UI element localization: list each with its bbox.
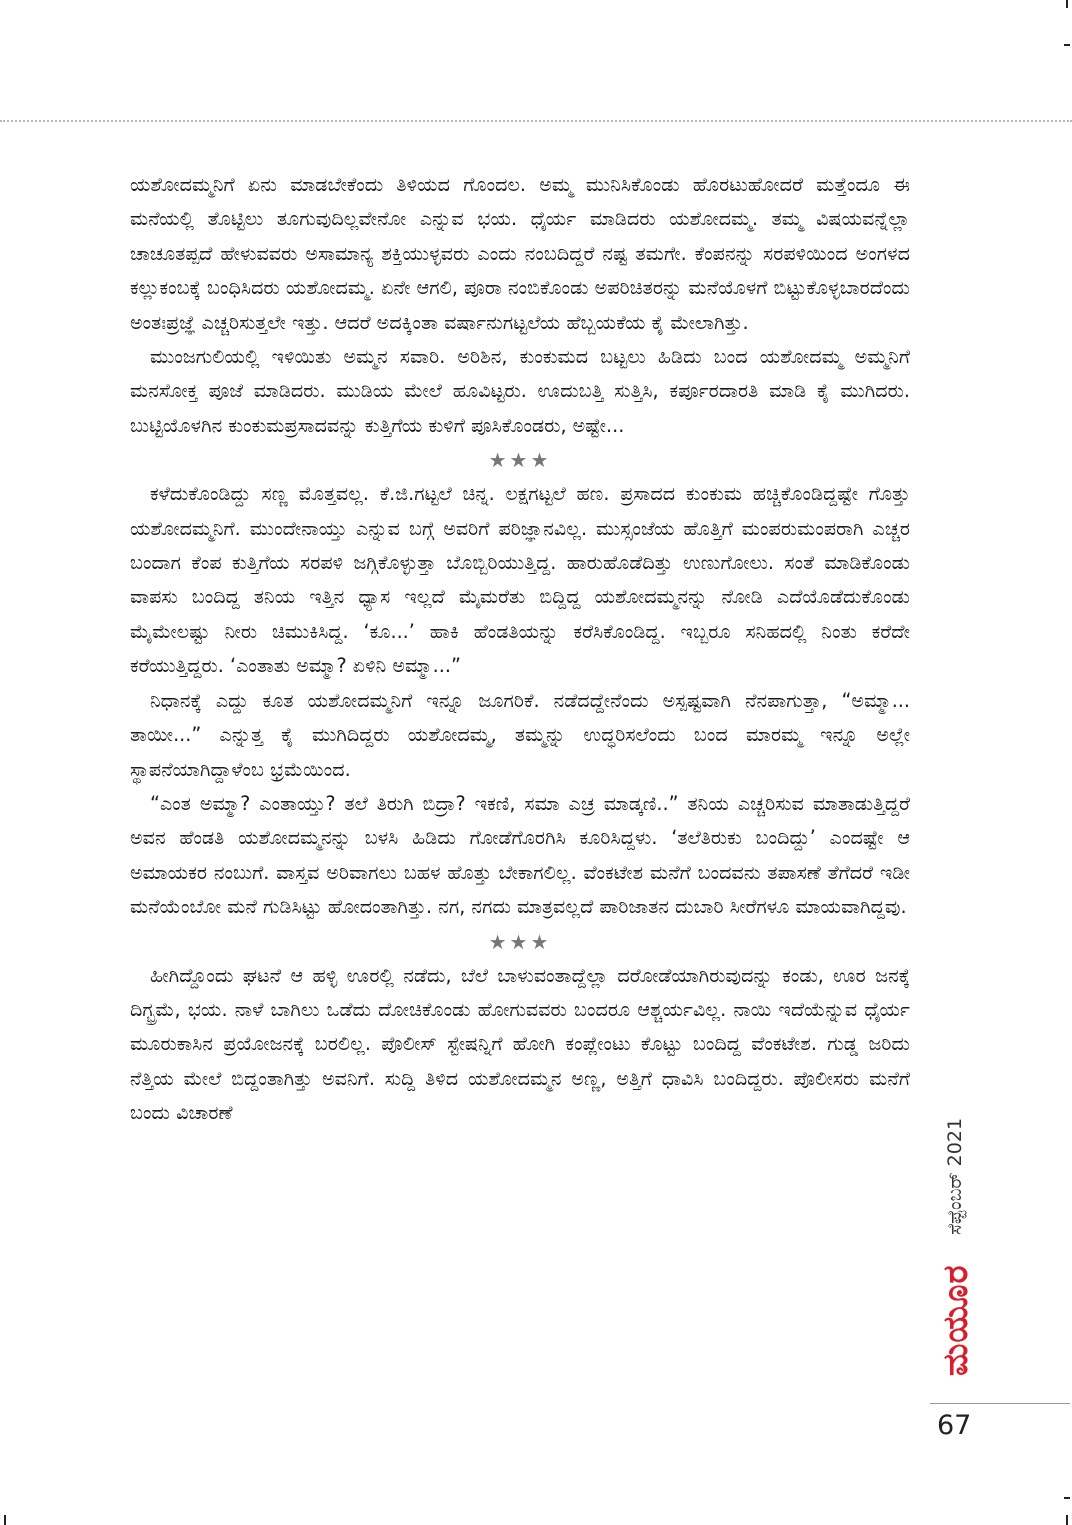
article-paragraph: ನಿಧಾನಕ್ಕೆ ಎದ್ದು ಕೂತ ಯಶೋದಮ್ಮನಿಗೆ ಇನ್ನೂ ಜೂಗರಿಕೆ. ನಡೆದದ್ದೇನೆಂದು ಅಸ್ಪಷ್ಟವಾಗಿ ನೆನಪಾಗುತ್ತಾ, “ಅಮ್ಮಾ... ತಾಯೀ...” ಎನ್ನುತ್ತ ಕೈ ಮುಗಿದಿದ್ದರು ಯಶೋದಮ್ಮ, ತಮ್ಮನ್ನು ಉದ್ಧರಿಸಲೆಂದು ಬಂದ ಮಾರಮ್ಮ ಇನ್ನೂ ಅಲ್ಲೇ ಸ್ಥಾಪನೆಯಾಗಿದ್ದಾಳೆಂಬ ಭ್ರಮೆಯಿಂದ. bbox=[130, 688, 910, 781]
page-number: 67 bbox=[937, 1410, 972, 1441]
crop-mark-right-upper bbox=[1064, 44, 1070, 46]
side-footer bbox=[936, 1085, 976, 1395]
crop-mark-bottom-right bbox=[1066, 1515, 1068, 1525]
article-paragraph: “ಎಂತ ಅಮ್ಮಾ? ಎಂತಾಯ್ತು? ತಲೆ ತಿರುಗಿ ಬಿದ್ರಾ? ಇಕಣಿ, ಸಮಾ ಎಚ್ರ ಮಾಡ್ಕಣಿ..” ತನಿಯ ಎಚ್ಚರಿಸುವ ಮಾತಾಡುತ್ತಿದ್ದರೆ ಅವನ ಹೆಂಡತಿ ಯಶೋದಮ್ಮನನ್ನು ಬಳಸಿ ಹಿಡಿದು ಗೋಡೆಗೊರಗಿಸಿ ಕೂರಿಸಿದ್ದಳು. ‘ತಲೆತಿರುಕು ಬಂದಿದ್ದು’ ಎಂದಷ್ಟೇ ಆ ಅಮಾಯಕರ ನಂಬುಗೆ. ವಾಸ್ತವ ಅರಿವಾಗಲು ಬಹಳ ಹೊತ್ತು ಬೇಕಾಗಲಿಲ್ಲ. ವೆಂಕಟೇಶ ಮನೆಗೆ ಬಂದವನು ತಪಾಸಣೆ ತೆಗೆದರೆ ಇಡೀ ಮನೆಯೆಂಬೋ ಮನೆ ಗುಡಿಸಿಟ್ಟು ಹೋದಂತಾಗಿತ್ತು. ನಗ, ನಗದು ಮಾತ್ರವಲ್ಲದೆ ಪಾರಿಜಾತನ ದುಬಾರಿ ಸೀರೆಗಳೂ ಮಾಯವಾಗಿದ್ದವು. bbox=[130, 791, 910, 919]
article-paragraph: ಕಳೆದುಕೊಂಡಿದ್ದು ಸಣ್ಣ ಮೊತ್ತವಲ್ಲ. ಕೆ.ಜಿ.ಗಟ್ಟಲೆ ಚಿನ್ನ. ಲಕ್ಷಗಟ್ಟಲೆ ಹಣ. ಪ್ರಸಾದದ ಕುಂಕುಮ ಹಚ್ಚಿಕೊಂಡಿದ್ದಷ್ಟೇ ಗೊತ್ತು ಯಶೋದಮ್ಮನಿಗೆ. ಮುಂದೇನಾಯ್ತು ಎನ್ನುವ ಬಗ್ಗೆ ಅವರಿಗೆ ಪರಿಜ್ಞಾನವಿಲ್ಲ. ಮುಸ್ಸಂಜೆಯ ಹೊತ್ತಿಗೆ ಮಂಪರುಮಂಪರಾಗಿ ಎಚ್ಚರ ಬಂದಾಗ ಕೆಂಪ ಕುತ್ತಿಗೆಯ ಸರಪಳಿ ಜಗ್ಗಿಕೊಳ್ಳುತ್ತಾ ಬೊಬ್ಬಿರಿಯುತ್ತಿದ್ದ. ಹಾರುಹೊಡೆದಿತ್ತು ಉಣುಗೋಲು. ಸಂತೆ ಮಾಡಿಕೊಂಡು ವಾಪಸು ಬಂದಿದ್ದ ತನಿಯ ಇತ್ತಿನ ಧ್ಯಾಸ ಇಲ್ಲದೆ ಮೈಮರೆತು ಬಿದ್ದಿದ್ದ ಯಶೋದಮ್ಮನನ್ನು ನೋಡಿ ಎದೆಯೊಡೆದುಕೊಂಡು ಮೈಮೇಲಷ್ಟು ನೀರು ಚಿಮುಕಿಸಿದ್ದ. ‘ಕೂ...’ ಹಾಕಿ ಹೆಂಡತಿಯನ್ನು ಕರೆಸಿಕೊಂಡಿದ್ದ. ಇಬ್ಬರೂ ಸನಿಹದಲ್ಲಿ ನಿಂತು ಕರೆದೇ ಕರೆಯುತ್ತಿದ್ದರು. ‘ಎಂತಾತು ಅಮ್ಮಾ? ಏಳಿನಿ ಅಮ್ಮಾ...” bbox=[130, 482, 910, 678]
page-number-rule bbox=[930, 1403, 1070, 1404]
article-paragraph: ಯಶೋದಮ್ಮನಿಗೆ ಏನು ಮಾಡಬೇಕೆಂದು ತಿಳಿಯದ ಗೊಂದಲ. ಅಮ್ಮ ಮುನಿಸಿಕೊಂಡು ಹೊರಟುಹೋದರೆ ಮತ್ತೆಂದೂ ಈ ಮನೆಯಲ್ಲಿ ತೊಟ್ಟಿಲು ತೂಗುವುದಿಲ್ಲವೇನೋ ಎನ್ನುವ ಭಯ. ಧೈರ್ಯ ಮಾಡಿದರು ಯಶೋದಮ್ಮ. ತಮ್ಮ ವಿಷಯವನ್ನೆಲ್ಲಾ ಚಾಚೂತಪ್ಪದೆ ಹೇಳುವವರು ಅಸಾಮಾನ್ಯ ಶಕ್ತಿಯುಳ್ಳವರು ಎಂದು ನಂಬದಿದ್ದರೆ ನಷ್ಟ ತಮಗೇ. ಕೆಂಪನನ್ನು ಸರಪಳಿಯಿಂದ ಅಂಗಳದ ಕಲ್ಲುಕಂಬಕ್ಕೆ ಬಂಧಿಸಿದರು ಯಶೋದಮ್ಮ. ಏನೇ ಆಗಲಿ, ಪೂರಾ ನಂಬಿಕೊಂಡು ಅಪರಿಚಿತರನ್ನು ಮನೆಯೊಳಗೆ ಬಿಟ್ಟುಕೊಳ್ಳಬಾರದೆಂದು ಅಂತಃಪ್ರಜ್ಞೆ ಎಚ್ಚರಿಸುತ್ತಲೇ ಇತ್ತು. ಆದರೆ ಅದಕ್ಕಿಂತಾ ವರ್ಷಾನುಗಟ್ಟಲೆಯ ಹೆಬ್ಬಯಕೆಯ ಕೈ ಮೇಲಾಗಿತ್ತು. bbox=[130, 173, 910, 334]
article-paragraph: ಮುಂಜಗುಲಿಯಲ್ಲಿ ಇಳಿಯಿತು ಅಮ್ಮನ ಸವಾರಿ. ಅರಿಶಿನ, ಕುಂಕುಮದ ಬಟ್ಟಲು ಹಿಡಿದು ಬಂದ ಯಶೋದಮ್ಮ ಅಮ್ಮನಿಗೆ ಮನಸೋಕ್ತ ಪೂಜೆ ಮಾಡಿದರು. ಮುಡಿಯ ಮೇಲೆ ಹೂವಿಟ್ಟರು. ಊದುಬತ್ತಿ ಸುತ್ತಿಸಿ, ಕರ್ಪೂರದಾರತಿ ಮಾಡಿ ಕೈ ಮುಗಿದರು. ಬುಟ್ಟಿಯೊಳಗಿನ ಕುಂಕುಮಪ್ರಸಾದವನ್ನು ಕುತ್ತಿಗೆಯ ಕುಳಿಗೆ ಪೂಸಿಕೊಂಡರು, ಅಷ್ಟೇ... bbox=[130, 345, 910, 437]
header-dotted-divider bbox=[0, 120, 1072, 122]
crop-mark-bottom-left bbox=[4, 1515, 6, 1525]
magazine-logo: ಮಯೂರ bbox=[936, 1264, 976, 1376]
crop-mark-top-right bbox=[1066, 0, 1068, 8]
article-body bbox=[130, 168, 910, 1131]
section-break-stars: ★★★ bbox=[488, 929, 552, 954]
article-paragraph: ಹೀಗಿದ್ದೊಂದು ಘಟನೆ ಆ ಹಳ್ಳಿ ಊರಲ್ಲಿ ನಡೆದು, ಬೆಲೆ ಬಾಳುವಂತಾದ್ದೆಲ್ಲಾ ದರೋಡೆಯಾಗಿರುವುದನ್ನು ಕಂಡು, ಊರ ಜನಕ್ಕೆ ದಿಗ್ಭ್ರಮೆ, ಭಯ. ನಾಳೆ ಬಾಗಿಲು ಒಡೆದು ದೋಚಿಕೊಂಡು ಹೋಗುವವರು ಬಂದರೂ ಆಶ್ಚರ್ಯವಿಲ್ಲ. ನಾಯಿ ಇದೆಯೆನ್ನುವ ಧೈರ್ಯ ಮೂರುಕಾಸಿನ ಪ್ರಯೋಜನಕ್ಕೆ ಬರಲಿಲ್ಲ. ಪೊಲೀಸ್ ಸ್ಟೇಷನ್ನಿಗೆ ಹೋಗಿ ಕಂಪ್ಲೇಂಟು ಕೊಟ್ಟು ಬಂದಿದ್ದ ವೆಂಕಟೇಶ. ಗುಡ್ಡ ಜರಿದು ನೆತ್ತಿಯ ಮೇಲೆ ಬಿದ್ದಂತಾಗಿತ್ತು ಅವನಿಗೆ. ಸುದ್ದಿ ತಿಳಿದ ಯಶೋದಮ್ಮನ ಅಣ್ಣ, ಅತ್ತಿಗೆ ಧಾವಿಸಿ ಬಂದಿದ್ದರು. ಪೊಲೀಸರು ಮನೆಗೆ ಬಂದು ವಿಚಾರಣೆ bbox=[130, 963, 910, 1125]
section-break-stars: ★★★ bbox=[488, 448, 552, 473]
issue-date: ಸೆಪ್ಟೆಂಬರ್ 2021 bbox=[944, 1117, 966, 1235]
crop-mark-right-lower bbox=[1064, 1497, 1070, 1499]
